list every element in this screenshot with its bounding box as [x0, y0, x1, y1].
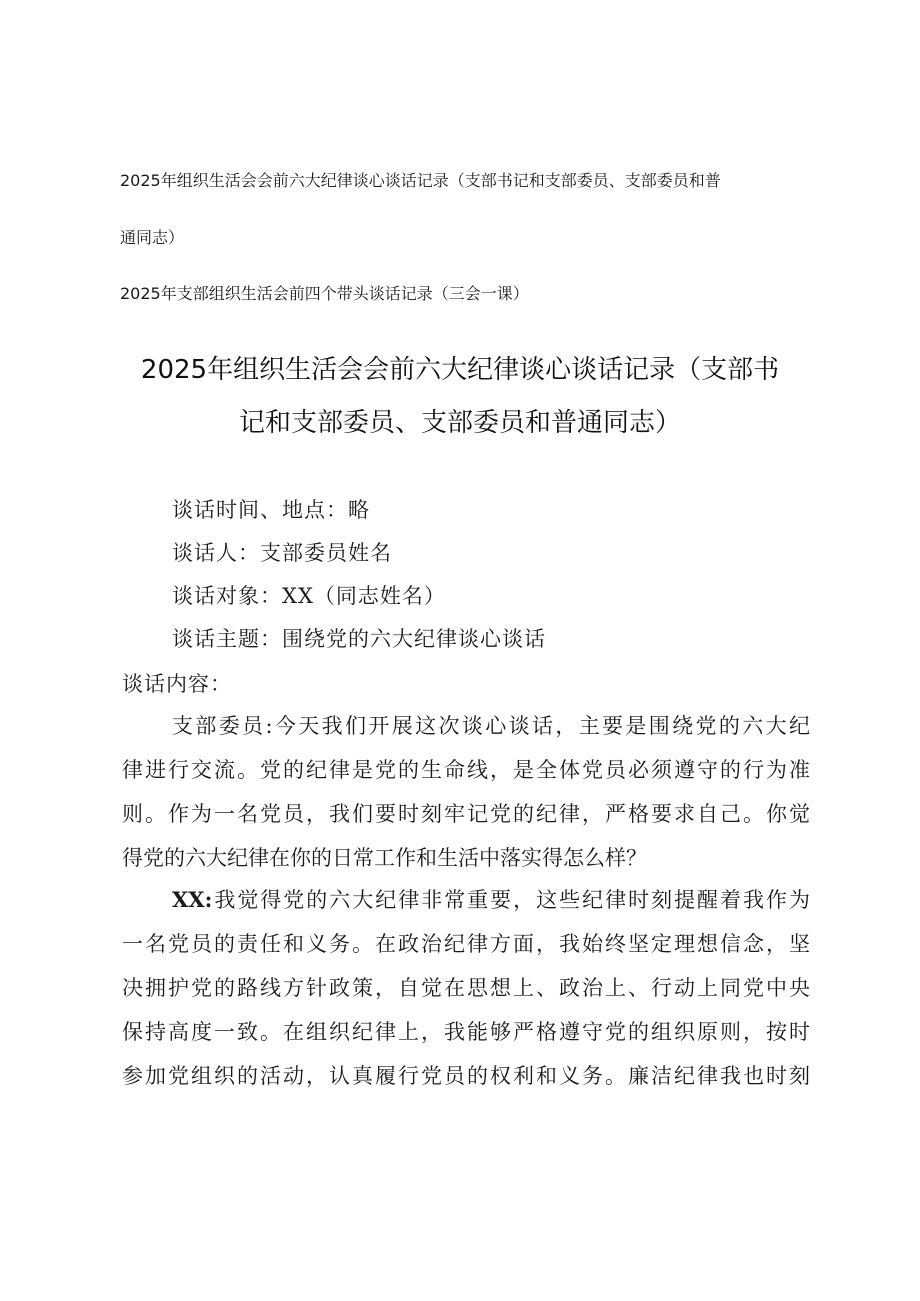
para1-line-1-text: 今天我们开展这次谈心谈话，主要是围绕党的六大纪: [272, 714, 810, 738]
document-title-line-1: 2025年组织生活会会前六大纪律谈心谈话记录（支部书: [140, 355, 780, 385]
para1-line-2: 律进行交流。党的纪律是党的生命线，是全体党员必须遵守的行为准: [122, 758, 810, 782]
document-title-line-2: 记和支部委员、支部委员和普通同志）: [238, 408, 681, 438]
para2-line-5: 参加党组织的活动，认真履行党员的权利和义务。廉洁纪律我也时刻: [122, 1064, 810, 1088]
meta-talker: 谈话人：支部委员姓名: [172, 541, 392, 565]
para1-line-3: 则。作为一名党员，我们要时刻牢记党的纪律，严格要求自己。你觉: [122, 802, 810, 826]
para2-line-3: 决拥护党的路线方针政策，自觉在思想上、政治上、行动上同党中央: [122, 976, 810, 1000]
toc-entry-2[interactable]: 2025年支部组织生活会前四个带头谈话记录（三会一课）: [120, 284, 529, 303]
para2-line-1-text: 我觉得党的六大纪律非常重要，这些纪律时刻提醒着我作为: [212, 888, 810, 912]
para1-line-4: 得党的六大纪律在你的日常工作和生活中落实得怎么样？: [122, 846, 647, 870]
toc-entry-1-line-1[interactable]: 2025年组织生活会会前六大纪律谈心谈话记录（支部书记和支部委员、支部委员和普: [120, 171, 721, 190]
content-label: 谈话内容：: [122, 672, 232, 696]
para1-line-1: [172, 712, 810, 740]
meta-target: 谈话对象：XX（同志姓名）: [172, 584, 446, 608]
para1-speaker: 支部委员:: [172, 714, 273, 738]
meta-time-place: 谈话时间、地点：略: [172, 498, 370, 522]
para2-line-4: 保持高度一致。在组织纪律上，我能够严格遵守党的组织原则，按时: [122, 1020, 810, 1044]
para2-line-1: [172, 886, 810, 914]
meta-topic: 谈话主题：围绕党的六大纪律谈心谈话: [172, 627, 546, 651]
para2-speaker: XX:: [172, 887, 213, 912]
toc-entry-1-line-2[interactable]: 通同志）: [120, 228, 185, 247]
para2-line-2: 一名党员的责任和义务。在政治纪律方面，我始终坚定理想信念，坚: [122, 932, 810, 956]
